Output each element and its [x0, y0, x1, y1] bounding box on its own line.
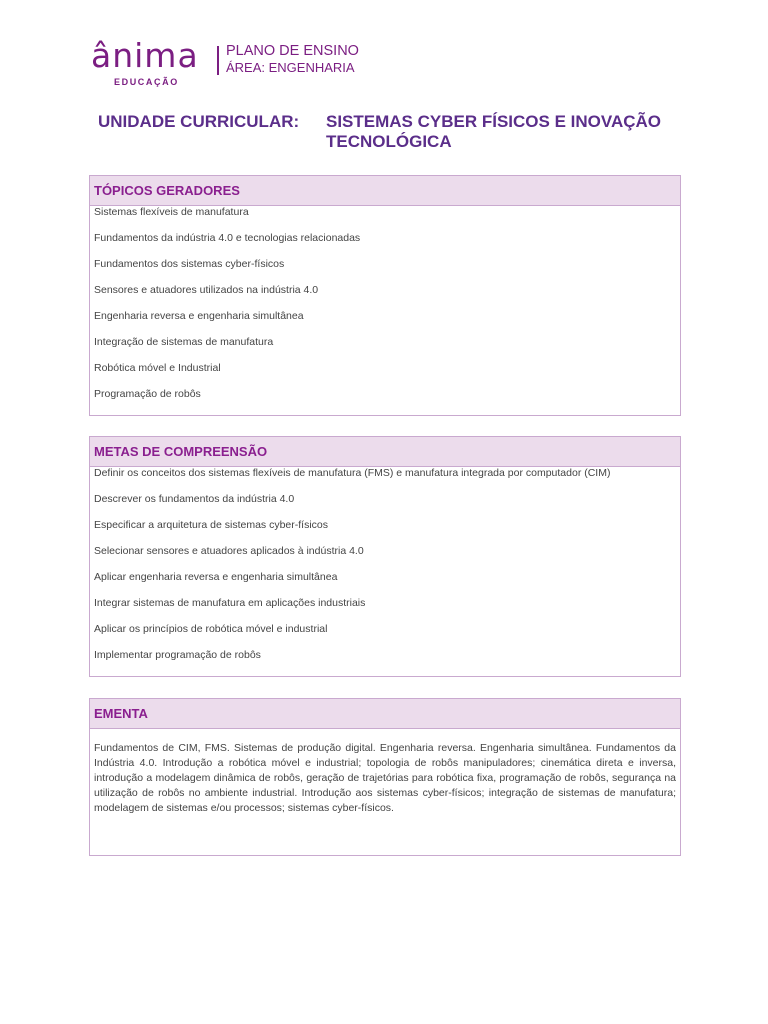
ementa-section — [89, 698, 681, 856]
topicos-heading: TÓPICOS GERADORES — [90, 176, 680, 206]
topicos-list — [90, 206, 680, 414]
list-item: Descrever os fundamentos da indústria 4.0 — [94, 493, 295, 505]
unit-label: UNIDADE CURRICULAR: — [98, 112, 300, 131]
list-item: Definir os conceitos dos sistemas flexíveis de manufatura (FMS) e manufatura integrada por computador (CIM) — [94, 467, 611, 479]
list-item: Implementar programação de robôs — [94, 649, 261, 661]
unit-title: SISTEMAS CYBER FÍSICOS E INOVAÇÃO TECNOLÓGICA — [326, 112, 662, 151]
list-item: Sistemas flexíveis de manufatura — [94, 206, 249, 218]
list-item: Fundamentos dos sistemas cyber-físicos — [94, 258, 285, 270]
ementa-text: Fundamentos de CIM, FMS. Sistemas de produção digital. Engenharia reversa. Engenharia simultânea. Fundamentos da Indústria 4.0. Introdução a robótica móvel e industrial; topologia de robôs manipuladores; cinemática direta e inversa, introdução a modelagem dinâmica de robôs, geração de trajetórias para robótica fixa, programação de robôs, segurança na utilização de robôs no ambiente industrial. Introdução aos sistemas cyber-físicos; integração de sistemas de manufatura; modelagem de sistemas e/ou processos; sistemas cyber-físicos. — [94, 742, 676, 814]
plan-title: PLANO DE ENSINO — [226, 43, 359, 59]
ementa-heading: EMENTA — [90, 699, 680, 729]
list-item: Aplicar engenharia reversa e engenharia simultânea — [94, 571, 338, 583]
list-item: Engenharia reversa e engenharia simultânea — [94, 310, 304, 322]
list-item: Programação de robôs — [94, 388, 201, 400]
list-item: Robótica móvel e Industrial — [94, 362, 221, 374]
list-item: Sensores e atuadores utilizados na indústria 4.0 — [94, 284, 319, 296]
metas-list — [90, 467, 680, 675]
list-item: Integração de sistemas de manufatura — [94, 336, 274, 348]
list-item: Especificar a arquitetura de sistemas cyber-físicos — [94, 519, 329, 531]
anima-logo — [91, 36, 211, 90]
metas-heading: METAS DE COMPREENSÃO — [90, 437, 680, 467]
document-header — [91, 36, 491, 90]
plan-area: ÁREA: ENGENHARIA — [226, 60, 355, 75]
header-divider — [217, 46, 219, 75]
topicos-section — [89, 175, 681, 416]
logo-wordmark: ânima — [91, 36, 199, 75]
logo-subtitle: EDUCAÇÃO — [114, 77, 179, 87]
list-item: Selecionar sensores e atuadores aplicados à indústria 4.0 — [94, 545, 364, 557]
list-item: Aplicar os princípios de robótica móvel e industrial — [94, 623, 328, 635]
list-item: Fundamentos da indústria 4.0 e tecnologias relacionadas — [94, 232, 361, 244]
metas-section — [89, 436, 681, 677]
list-item: Integrar sistemas de manufatura em aplicações industriais — [94, 597, 366, 609]
